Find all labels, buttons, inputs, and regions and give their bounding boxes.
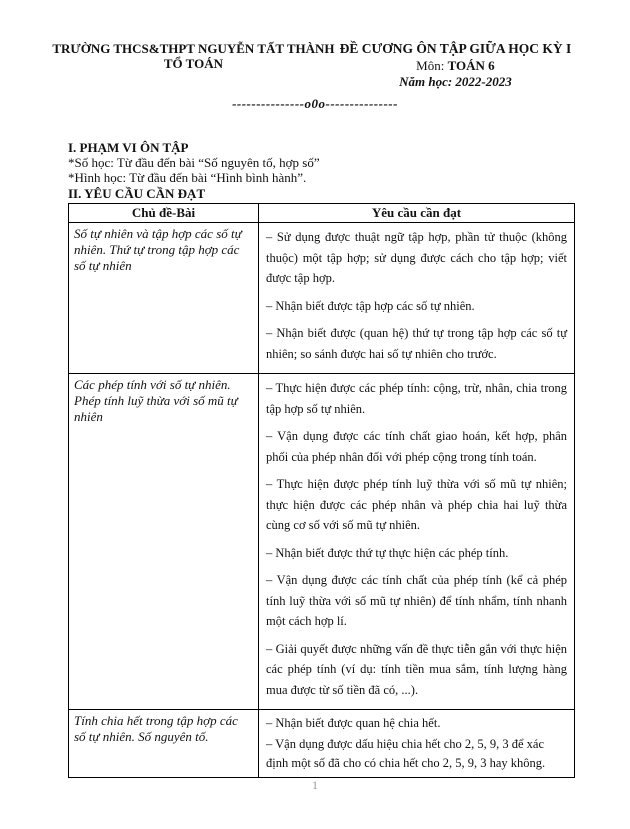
column-header-requirements: Yêu cầu cần đạt bbox=[259, 203, 575, 223]
requirements-natural-numbers bbox=[259, 223, 575, 374]
requirement-item: – Nhận biết được (quan hệ) thứ tự trong tập hợp các số tự nhiên; so sánh được hai số tự nhiên cho trước. bbox=[266, 326, 567, 361]
requirement-item: – Thực hiện được phép tính luỹ thừa với số mũ tự nhiên; thực hiện được các phép nhân và phép chia hai luỹ thừa cùng cơ số với số mũ tự nhiên. bbox=[266, 477, 567, 533]
table-row bbox=[69, 223, 575, 374]
topic-natural-numbers: Số tự nhiên và tập hợp các số tự nhiên. Thứ tự trong tập hợp các số tự nhiên bbox=[69, 223, 259, 374]
scope-item-geometry: *Hình học: Từ đầu đến bài “Hình bình hành”. bbox=[68, 170, 307, 186]
requirement-item: – Thực hiện được các phép tính: cộng, trừ, nhân, chia trong tập hợp số tự nhiên. bbox=[266, 381, 567, 416]
subject-label: Môn: bbox=[416, 57, 445, 73]
table-row bbox=[69, 374, 575, 710]
requirement-item: – Sử dụng được thuật ngữ tập hợp, phần tử thuộc (không thuộc) một tập hợp; sử dụng được cách cho tập hợp; viết được tập hợp. bbox=[266, 230, 567, 286]
requirement-item: – Vận dụng được dấu hiệu chia hết cho 2, 5, 9, 3 để xác định một số đã cho có chia hết cho 2, 5, 9, 3 hay không. bbox=[266, 737, 546, 770]
title-block bbox=[337, 42, 574, 90]
school-department: TỔ TOÁN bbox=[163, 55, 223, 71]
page-number: 1 bbox=[312, 778, 318, 792]
requirement-item: – Vận dụng được các tính chất của phép tính (kể cả phép tính luỹ thừa với số mũ tự nhiên) để tính nhẩm, tính nhanh một cách hợp lí. bbox=[266, 573, 567, 629]
requirements-divisibility bbox=[259, 710, 575, 777]
requirement-item: – Nhận biết được thứ tự thực hiện các phép tính. bbox=[266, 545, 509, 560]
scope-section-title: I. PHẠM VI ÔN TẬP bbox=[68, 140, 189, 156]
subject-value: TOÁN 6 bbox=[447, 57, 495, 73]
requirement-item: – Vận dụng được các tính chất giao hoán, kết hợp, phân phối của phép nhân đối với phép cộng trong tính toán. bbox=[266, 429, 567, 464]
requirement-item: – Giải quyết được những vấn đề thực tiễn gắn với thực hiện các phép tính (ví dụ: tính tiền mua sắm, tính lượng hàng mua được từ số tiền đã có, ...). bbox=[266, 641, 567, 697]
table-header-row bbox=[69, 203, 575, 223]
requirements-section-title: II. YÊU CẦU CẦN ĐẠT bbox=[68, 185, 206, 201]
requirements-table bbox=[68, 203, 575, 778]
requirement-item: – Nhận biết được quan hệ chia hết. bbox=[266, 716, 441, 731]
requirements-operations bbox=[259, 374, 575, 710]
document-header bbox=[50, 42, 574, 90]
ornamental-divider: ---------------o0o--------------- bbox=[232, 96, 398, 112]
requirement-item: – Nhận biết được tập hợp các số tự nhiên. bbox=[266, 298, 475, 313]
school-block bbox=[50, 42, 337, 72]
scope-section bbox=[68, 140, 574, 201]
subject-line bbox=[337, 58, 574, 74]
school-year: Năm học: 2022-2023 bbox=[399, 74, 512, 90]
scope-item-arithmetic: *Số học: Từ đầu đến bài “Số nguyên tố, hợp số” bbox=[68, 155, 320, 171]
topic-operations: Các phép tính với số tự nhiên. Phép tính luỹ thừa với số mũ tự nhiên bbox=[69, 374, 259, 710]
document-title: ĐỀ CƯƠNG ÔN TẬP GIỮA HỌC KỲ I bbox=[339, 41, 572, 56]
topic-divisibility: Tính chia hết trong tập hợp các số tự nhiên. Số nguyên tố. bbox=[69, 710, 259, 777]
column-header-topic: Chủ đề-Bài bbox=[69, 203, 259, 223]
table-row bbox=[69, 710, 575, 777]
school-name: TRƯỜNG THCS&THPT NGUYỄN TẤT THÀNH bbox=[52, 41, 335, 56]
